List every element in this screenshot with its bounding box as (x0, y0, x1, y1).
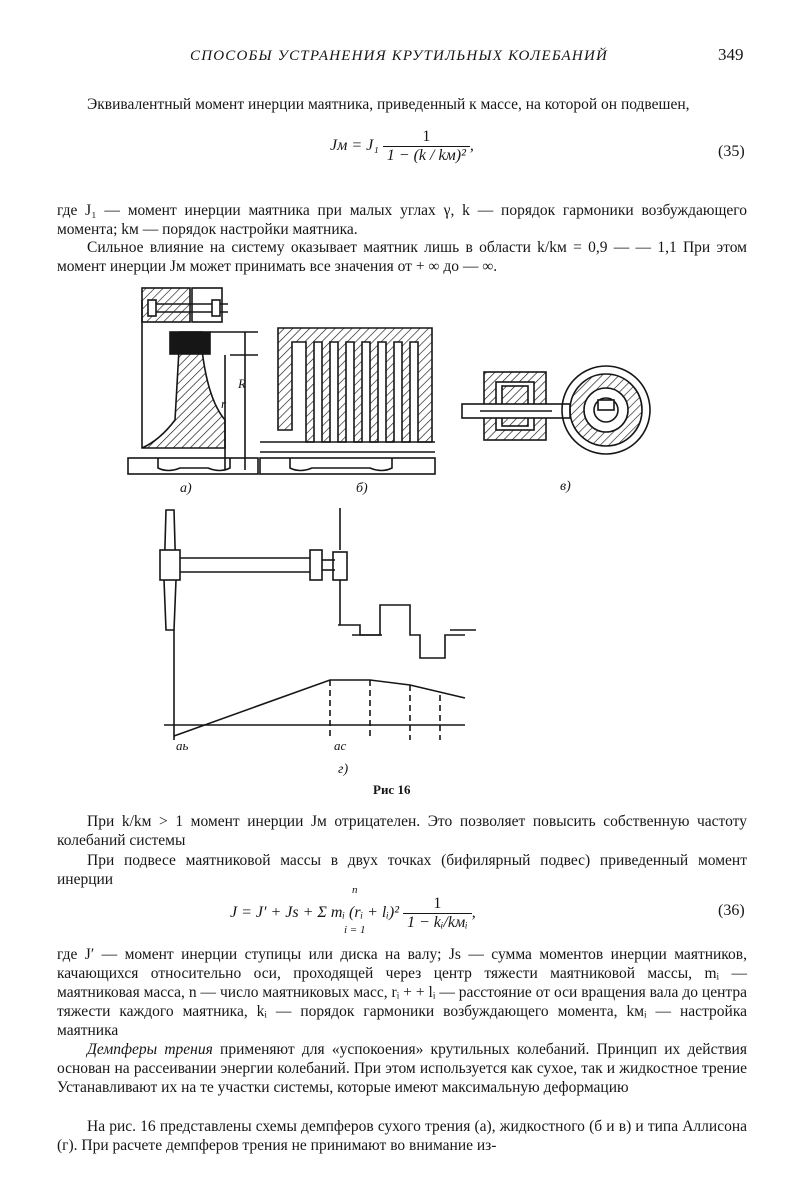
paragraph-figure-reference: На рис. 16 представлены схемы демпферов сухого трения (а), жидкостного (б и в) и типа Аллисона (г). При расчете демпферов трения не принимают во внимание из- (57, 1118, 747, 1154)
figure-caption: Рис 16 (373, 782, 411, 797)
label-g: г) (338, 762, 349, 777)
formula-35-fraction (383, 128, 470, 165)
equation-number-36: (36) (718, 902, 745, 919)
damper-g-drawing (160, 508, 476, 740)
paragraph-negative-inertia: При k/kм > 1 момент инерции Jм отрицателен. Это позволяет повысить собственную частоту колебаний системы (57, 813, 747, 849)
formula-35-comma: , (469, 137, 474, 155)
paragraph-strong-influence: Сильное влияние на систему оказывает маятник лишь в области k/kм = 0,9 — — 1,1 При этом момент инерции Jм может принимать все значения от + ∞ до — ∞. (57, 239, 747, 275)
paragraph-where-jprime: где J′ — момент инерции ступицы или диска на валу; Js — сумма моментов инерции маятников, качающихся относительно оси, проходящей через центр тяжести маятниковой массы, mᵢ — маятниковая масса, n — число маятниковых масс, rᵢ + + lᵢ — расстояние от оси вращения вала до центра тяжести каждого маятника, kᵢ — порядок гармоники возбуждающего момента, kмᵢ — настройка маятника (57, 946, 747, 1039)
damper-b-drawing (260, 328, 435, 474)
label-v: в) (560, 479, 571, 494)
friction-dampers-text: применяют для «успокоения» крутильных колебаний. Принцип их действия основан на рассеивании энергии колебаний. При этом используется как сухое, так и жидкостное трение Устанавливают их на те участки системы, которые имеют максимальную деформацию (57, 1041, 747, 1096)
friction-dampers-term: Демпферы трения (87, 1041, 213, 1058)
figure-16-drawing (120, 280, 760, 800)
page-number: 349 (718, 45, 744, 64)
formula-36-sum-top: n (352, 884, 358, 896)
label-b: б) (356, 481, 368, 496)
formula-35-lhs: Jм = J₁ (330, 137, 379, 155)
formula-35-denominator: 1 − (k / kм)² (386, 147, 466, 164)
paragraph-bifilar: При подвесе маятниковой массы в двух точках (бифилярный подвес) приведенный момент инерции (57, 852, 747, 888)
label-ac: ac (334, 738, 347, 753)
label-big-r: R (238, 376, 246, 391)
paragraph-where-j1: где J₁ — момент инерции маятника при малых углах γ, k — порядок гармоники возбуждающего момента; kм — порядок настройки маятника. (57, 202, 747, 238)
formula-36-comma: , (471, 904, 476, 922)
label-a: а) (180, 481, 192, 496)
label-r: r (221, 396, 227, 411)
equation-number-35: (35) (718, 143, 745, 160)
formula-36-numerator: 1 (403, 895, 472, 914)
formula-35 (330, 128, 474, 165)
running-header: СПОСОБЫ УСТРАНЕНИЯ КРУТИЛЬНЫХ КОЛЕБАНИЙ (190, 48, 609, 64)
formula-35-numerator: 1 (383, 128, 470, 147)
formula-36-denominator: 1 − kᵢ/kмᵢ (407, 914, 468, 931)
formula-36-fraction (403, 895, 472, 932)
damper-v-drawing (462, 366, 650, 454)
paragraph-friction-dampers (57, 1040, 747, 1097)
formula-36-lhs: J = J′ + Js + Σ mᵢ (rᵢ + lᵢ)² (230, 904, 399, 922)
paragraph-equivalent-inertia: Эквивалентный момент инерции маятника, приведенный к массе, на которой он подвешен, (87, 96, 690, 113)
label-ab: aь (176, 738, 189, 753)
formula-36-sum-bottom: i = 1 (344, 924, 366, 936)
